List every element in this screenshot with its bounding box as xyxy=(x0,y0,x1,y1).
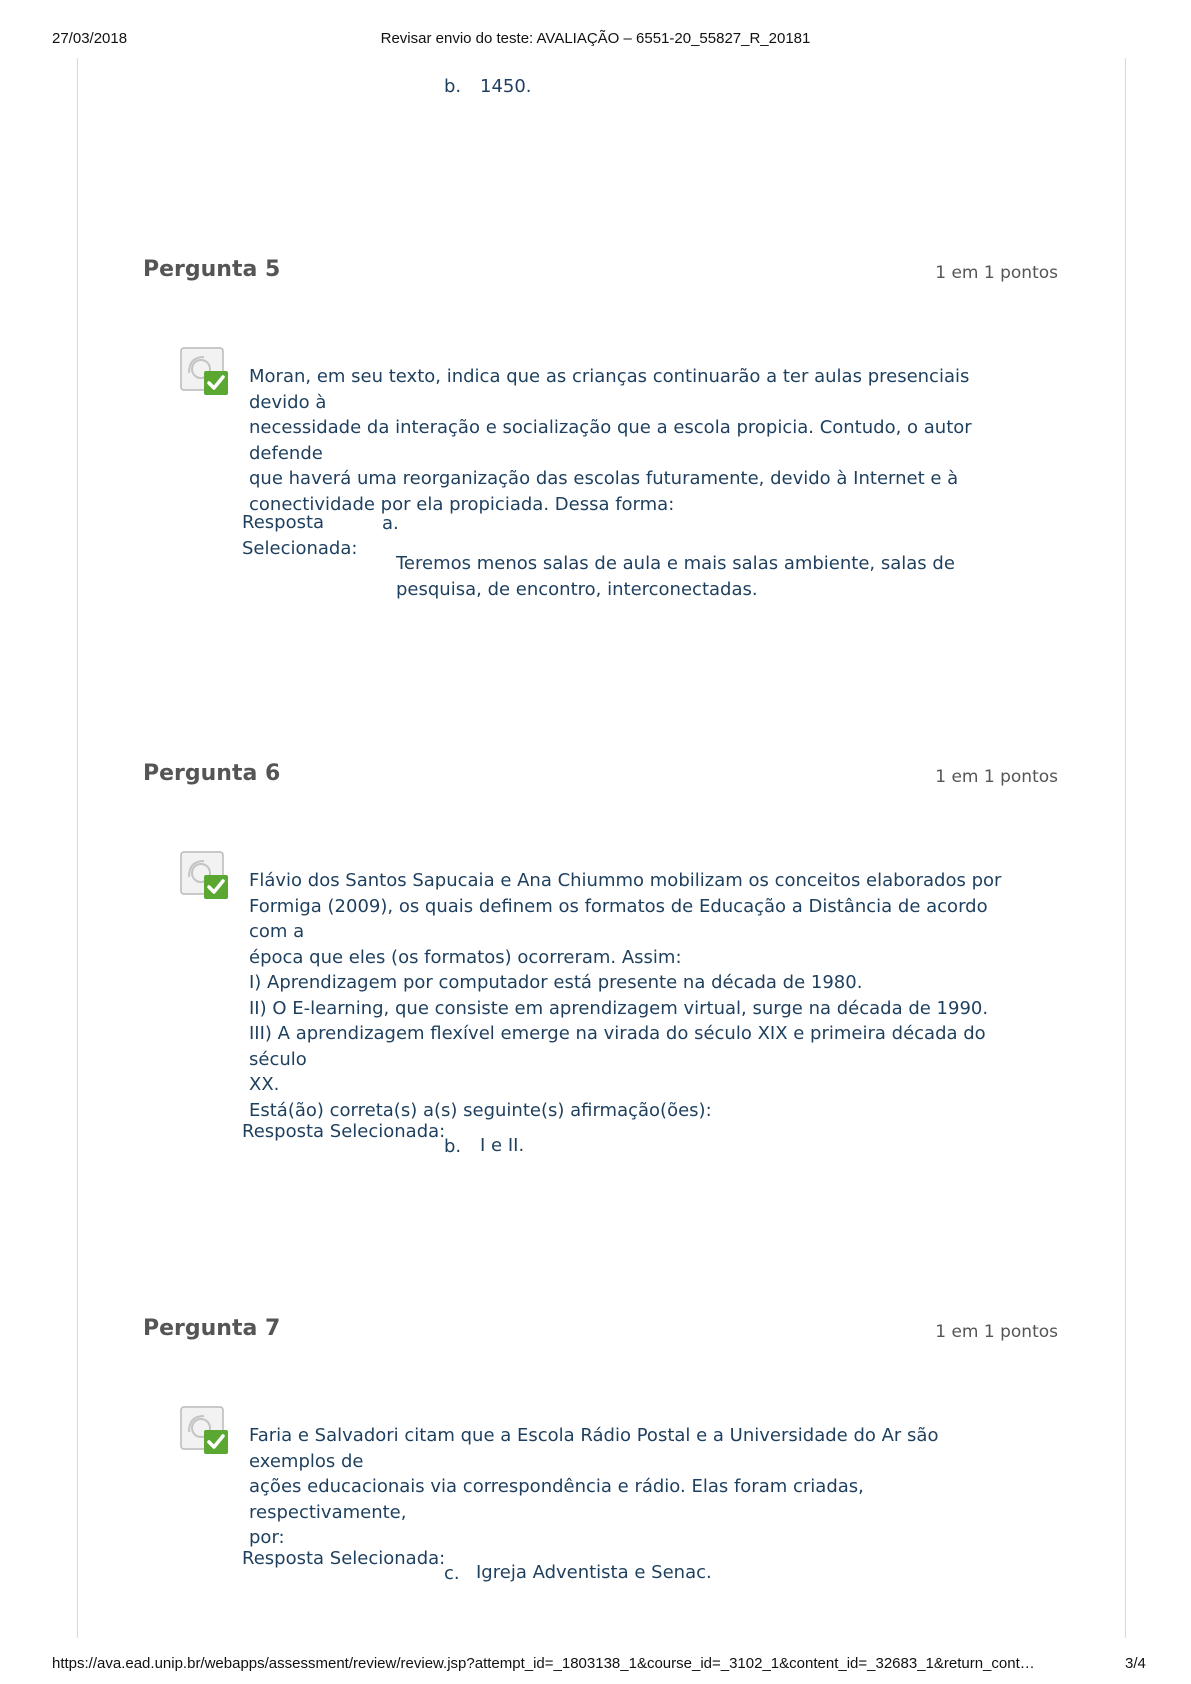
answer-letter: c. xyxy=(444,1563,460,1584)
question-text-line: ações educacionais via correspondência e rádio. Elas foram criadas, respectivamente, xyxy=(249,1476,864,1523)
content-right-border xyxy=(1125,58,1126,1638)
question-points: 1 em 1 pontos xyxy=(935,263,1058,283)
print-footer-url: https://ava.ead.unip.br/webapps/assessment/review/review.jsp?attempt_id=_1803138_1&course_id=_3102_1&content_id=_32683_1&return_cont… xyxy=(52,1655,1035,1672)
question-text-line: I) Aprendizagem por computador está presente na década de 1980. xyxy=(249,972,863,993)
question-title: Pergunta 5 xyxy=(143,257,281,282)
correct-check-icon xyxy=(180,851,230,901)
question-points: 1 em 1 pontos xyxy=(935,767,1058,787)
answer-label-line: Selecionada: xyxy=(242,538,358,559)
question-text-line: Está(ão) correta(s) a(s) seguinte(s) afirmação(ões): xyxy=(249,1099,712,1121)
question-text-line: que haverá uma reorganização das escolas futuramente, devido à Internet e à xyxy=(249,468,959,489)
answer-label: Resposta Selecionada: xyxy=(242,1548,446,1569)
answer-text-line: pesquisa, de encontro, interconectadas. xyxy=(396,579,758,600)
answer-label: Resposta Selecionada: xyxy=(242,1121,446,1142)
question-text-line: conectividade por ela propiciada. Dessa forma: xyxy=(249,493,675,515)
content-left-border xyxy=(77,58,78,1638)
previous-answer-letter: b. xyxy=(444,76,462,97)
answer-letter: b. xyxy=(444,1136,462,1157)
question-points: 1 em 1 pontos xyxy=(935,1322,1058,1342)
print-date: 27/03/2018 xyxy=(52,30,128,47)
question-text xyxy=(249,364,1019,517)
question-text-line: necessidade da interação e socialização que a escola propicia. Contudo, o autor defende xyxy=(249,417,972,464)
correct-check-icon xyxy=(180,1406,230,1456)
answer-letter: a. xyxy=(382,513,399,534)
answer-label xyxy=(242,510,357,562)
print-page-number: 3/4 xyxy=(1125,1655,1146,1672)
question-title: Pergunta 6 xyxy=(143,761,281,786)
question-title: Pergunta 7 xyxy=(143,1316,281,1341)
previous-answer xyxy=(444,76,532,97)
question-text-line: Moran, em seu texto, indica que as crianças continuarão a ter aulas presenciais devido à xyxy=(249,366,970,413)
question-text-line: XX. xyxy=(249,1074,280,1095)
question-text xyxy=(249,868,1019,1123)
question-text-line: por: xyxy=(249,1527,285,1548)
answer-text-line: Teremos menos salas de aula e mais salas ambiente, salas de xyxy=(396,553,955,574)
answer-label-line: Resposta xyxy=(242,512,325,533)
answer-text xyxy=(396,551,955,603)
print-page-title: Revisar envio do teste: AVALIAÇÃO – 6551-20_55827_R_20181 xyxy=(380,30,811,47)
correct-check-icon xyxy=(180,347,230,397)
question-text-line: II) O E-learning, que consiste em aprendizagem virtual, surge na década de 1990. xyxy=(249,997,989,1019)
answer-text: I e II. xyxy=(480,1135,525,1156)
question-text-line: Formiga (2009), os quais definem os formatos de Educação a Distância de acordo com a xyxy=(249,895,988,942)
question-text xyxy=(249,1423,1019,1551)
question-text-line: III) A aprendizagem flexível emerge na virada do século XIX e primeira década do século xyxy=(249,1023,986,1070)
question-text-line: época que eles (os formatos) ocorreram. Assim: xyxy=(249,946,682,968)
previous-answer-text: 1450. xyxy=(480,76,532,97)
question-text-line: Faria e Salvadori citam que a Escola Rádio Postal e a Universidade do Ar são exemplos de xyxy=(249,1425,939,1472)
question-text-line: Flávio dos Santos Sapucaia e Ana Chiummo mobilizam os conceitos elaborados por xyxy=(249,870,1002,891)
answer-text: Igreja Adventista e Senac. xyxy=(476,1562,712,1583)
